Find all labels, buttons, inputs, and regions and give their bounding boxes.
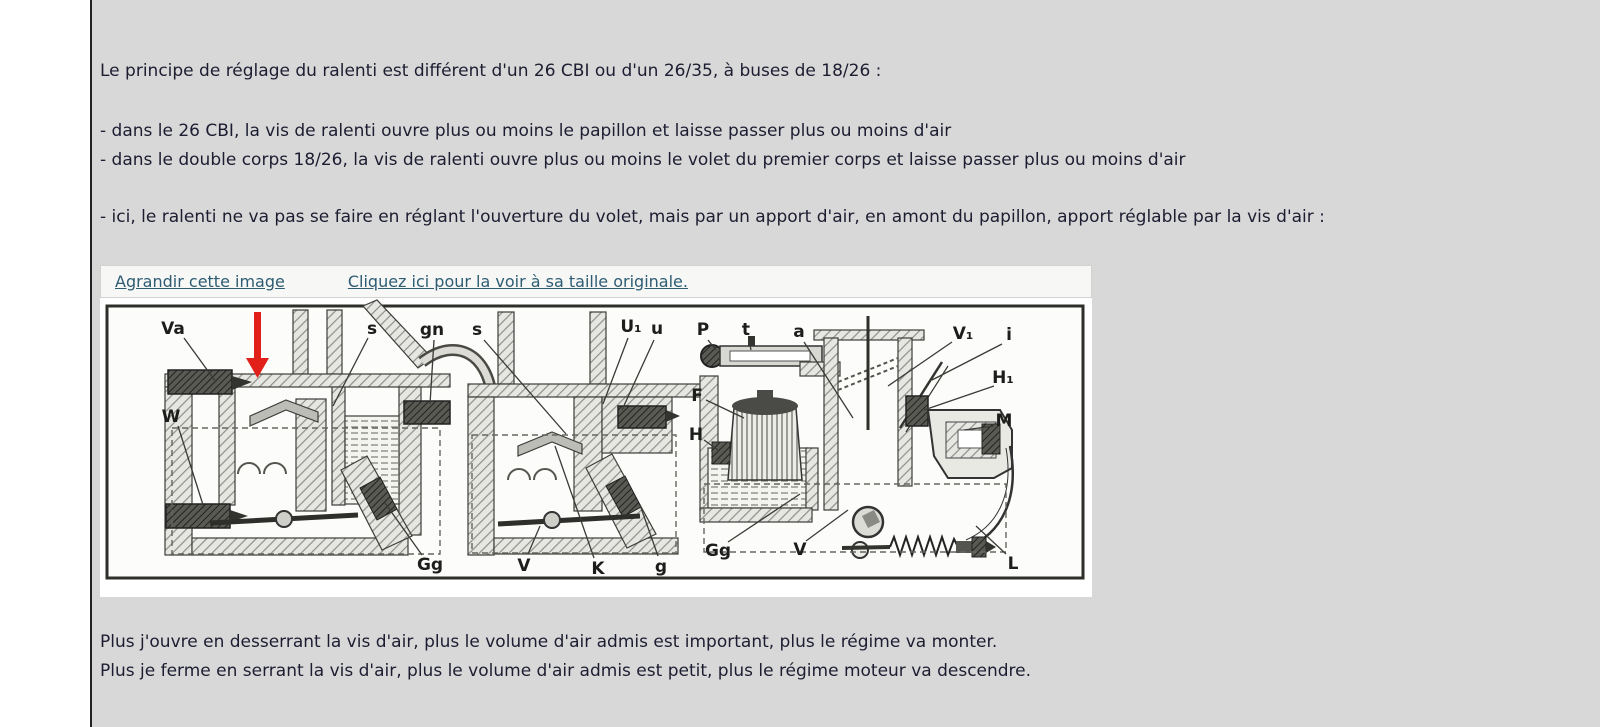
figure-label: i xyxy=(1006,325,1012,345)
float-cone xyxy=(728,408,802,480)
paragraph-bullets xyxy=(100,117,1600,175)
figure-label: Va xyxy=(161,319,185,339)
figure-label: H xyxy=(688,425,704,445)
figure-label: g xyxy=(654,557,668,577)
paragraph-outro xyxy=(100,628,1600,686)
figure-label: V xyxy=(517,556,531,576)
figure-label: W xyxy=(161,407,181,427)
figure-label: s xyxy=(471,320,483,340)
figure-label: M xyxy=(995,411,1013,431)
bullet-line-1: - dans le 26 CBI, la vis de ralenti ouvre plus ou moins le papillon et laisse passer plus ou moins d'air xyxy=(100,121,952,141)
figure-label: t xyxy=(741,320,751,340)
paragraph-air-screw: - ici, le ralenti ne va pas se faire en réglant l'ouverture du volet, mais par un apport d'air, en amont du papillon, apport réglable par la vis d'air : xyxy=(100,207,1325,227)
carburetor-diagram-image[interactable] xyxy=(100,298,1092,597)
part-h xyxy=(712,442,730,464)
figure-label: u xyxy=(650,319,664,339)
figure-label: U₁ xyxy=(620,317,642,337)
figure-label: Gg xyxy=(416,555,444,575)
enlarge-image-link[interactable]: Agrandir cette image xyxy=(115,271,285,291)
figure-label: gn xyxy=(419,320,445,340)
carb-diagram-svg xyxy=(100,298,1092,597)
jet-gn xyxy=(404,401,450,424)
air-screw-h1 xyxy=(906,396,928,426)
figure-label: V₁ xyxy=(952,324,974,344)
figure-label: Gg xyxy=(704,541,732,561)
paragraph-intro: Le principe de réglage du ralenti est différent d'un 26 CBI ou d'un 26/35, à buses de 18/26 : xyxy=(100,61,882,81)
outro-line-2: Plus je ferme en serrant la vis d'air, plus le volume d'air admis est petit, plus le régime moteur va descendre. xyxy=(100,661,1032,681)
view-original-link[interactable]: Cliquez ici pour la voir à sa taille originale. xyxy=(347,271,688,291)
outro-line-1: Plus j'ouvre en desserrant la vis d'air, plus le volume d'air admis est important, plus le régime va monter. xyxy=(100,632,998,652)
left-gutter xyxy=(0,0,90,727)
image-toolbar xyxy=(100,265,1092,298)
bullet-line-2: - dans le double corps 18/26, la vis de ralenti ouvre plus ou moins le volet du premier corps et laisse passer plus ou moins d'air xyxy=(100,150,1186,170)
figure-label: L xyxy=(1007,554,1019,574)
figure-label: K xyxy=(591,559,605,579)
figure-label: P xyxy=(696,320,710,340)
figure-label: a xyxy=(793,322,805,342)
post-body xyxy=(92,0,1600,727)
figure-label: V xyxy=(793,540,807,560)
idle-jet-fitting xyxy=(618,406,666,428)
air-screw-va xyxy=(168,370,232,394)
figure-label: H₁ xyxy=(992,368,1014,388)
figure-label: s xyxy=(366,319,378,339)
figure-label: F xyxy=(691,386,703,406)
